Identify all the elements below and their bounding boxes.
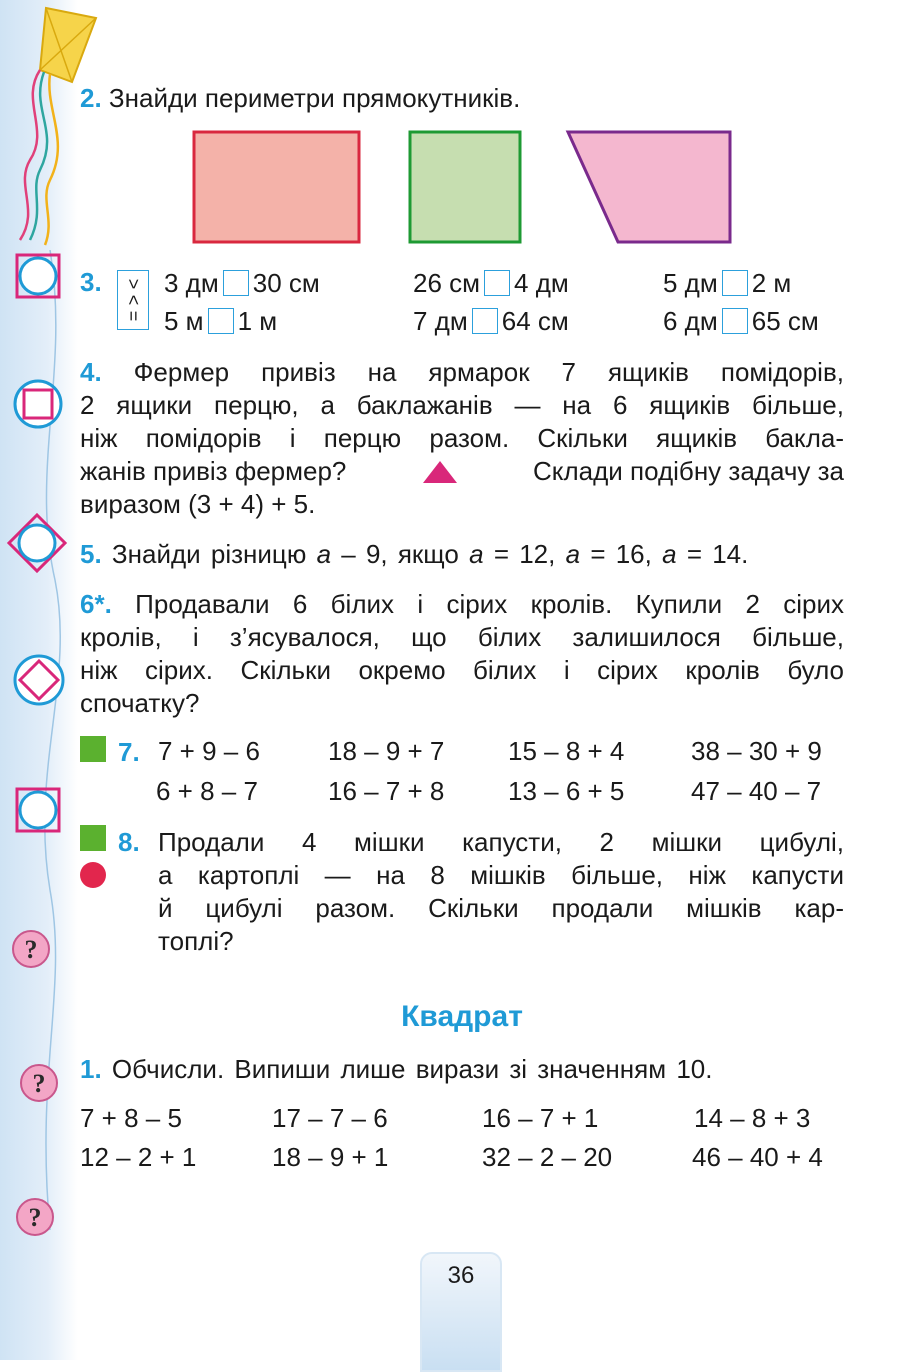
variable: а — [469, 539, 484, 569]
green-square-icon — [80, 736, 106, 762]
task-line: кролів, і з’ясувалося, що білих залишилося більше, — [80, 622, 844, 652]
square-in-circle-icon — [12, 378, 64, 430]
red-circle-icon — [80, 862, 106, 888]
comparison-row — [164, 264, 320, 302]
comparison-row — [164, 302, 320, 340]
answer-box[interactable] — [722, 308, 748, 334]
expression: 17 – 7 – 6 — [272, 1103, 388, 1133]
shapes-figure — [186, 124, 746, 248]
comparison-right: 1 м — [237, 305, 278, 336]
expression: 14 – 8 + 3 — [694, 1103, 811, 1133]
task-line: а картоплі — на 8 мішків більше, ніж капусти — [158, 860, 844, 890]
task-6 — [80, 588, 844, 720]
svg-text:?: ? — [24, 935, 38, 964]
greater-sign: > — [122, 278, 143, 290]
task-number: 6*. — [80, 589, 112, 619]
task-text: Знайди різницю — [111, 539, 307, 569]
task-line: 2 ящики перцю, а баклажанів — на 6 ящиків більше, — [80, 390, 844, 420]
green-square-icon — [80, 825, 106, 851]
comparison-row — [413, 264, 569, 302]
expression: 32 – 2 – 20 — [482, 1142, 613, 1172]
expression: 7 + 9 – 6 — [158, 736, 260, 766]
variable: а — [662, 539, 677, 569]
expression: 16 – 7 + 8 — [328, 776, 445, 806]
circle-in-square-icon — [14, 786, 62, 834]
comparison-column — [413, 264, 569, 340]
expression: 18 – 9 + 1 — [272, 1142, 389, 1172]
less-sign: < — [122, 294, 143, 306]
comparison-row — [663, 264, 819, 302]
task-text: = 16, — [590, 539, 652, 569]
question-icon — [14, 1196, 56, 1238]
answer-box[interactable] — [472, 308, 498, 334]
task-number: 1. — [80, 1054, 102, 1084]
task-5 — [80, 538, 748, 571]
task-8 — [158, 826, 844, 958]
task-text: Обчисли. Випиши лише вирази зі значенням 10. — [111, 1054, 713, 1084]
task-line: Продали 4 мішки капусти, 2 мішки цибулі, — [158, 827, 844, 857]
comparison-right: 4 дм — [514, 267, 569, 298]
comparison-right: 65 см — [751, 305, 819, 336]
answer-box[interactable] — [223, 270, 249, 296]
task-text: Фермер привіз на ярмарок 7 ящиків помідорів, — [133, 357, 844, 387]
comparison-column — [164, 264, 320, 340]
svg-text:?: ? — [32, 1069, 46, 1098]
comparison-right: 2 м — [751, 267, 792, 298]
variable: а — [316, 539, 332, 569]
answer-box[interactable] — [722, 270, 748, 296]
comparison-right: 64 см — [501, 305, 569, 336]
question-icon — [18, 1062, 60, 1104]
expression: 13 – 6 + 5 — [508, 776, 625, 806]
task-number: 3. — [80, 267, 102, 297]
task-line: й цибулі разом. Скільки продали мішків кар- — [158, 893, 844, 923]
task-line: топлі? — [158, 926, 234, 956]
task-text: = 14. — [686, 539, 749, 569]
task-2 — [80, 82, 520, 115]
comparison-signs-box — [117, 270, 149, 330]
equal-sign: = — [122, 310, 143, 322]
expression: 18 – 9 + 7 — [328, 736, 445, 766]
task-line — [80, 356, 844, 389]
task-line — [80, 455, 844, 488]
kite-icon — [0, 0, 110, 260]
comparison-left: 6 дм — [663, 305, 718, 336]
task-line: виразом (3 + 4) + 5. — [80, 489, 316, 519]
task-text: жанів привіз фермер? — [80, 456, 347, 486]
page-number: 36 — [447, 1262, 475, 1289]
task-1 — [80, 1053, 712, 1086]
answer-box[interactable] — [208, 308, 234, 334]
red-rectangle — [194, 132, 359, 242]
task-text: Продавали 6 білих і сірих кролів. Купили 2 сірих — [135, 589, 845, 619]
expression: 7 + 8 – 5 — [80, 1103, 182, 1133]
question-icon — [10, 928, 52, 970]
task-number: 7. — [118, 737, 140, 767]
expression: 6 + 8 – 7 — [156, 776, 258, 806]
green-square — [410, 132, 520, 242]
task-line: ніж помідорів і перцю разом. Скільки ящиків бакла- — [80, 423, 844, 453]
comparison-right: 30 см — [252, 267, 320, 298]
comparison-row — [413, 302, 569, 340]
task-text: = 12, — [493, 539, 556, 569]
comparison-left: 3 дм — [164, 267, 219, 298]
task-text: Склади подібну задачу за — [533, 456, 844, 486]
expression: 12 – 2 + 1 — [80, 1142, 197, 1172]
variable: а — [565, 539, 581, 569]
circle-in-diamond-icon — [6, 512, 68, 574]
task-number: 5. — [80, 539, 102, 569]
task-line — [80, 588, 844, 621]
comparison-left: 26 см — [413, 267, 481, 298]
expression: 47 – 40 – 7 — [691, 776, 822, 806]
expression: 15 – 8 + 4 — [508, 736, 625, 766]
task-number: 8. — [118, 827, 140, 857]
comparison-left: 5 дм — [663, 267, 718, 298]
task-text: – 9, якщо — [341, 539, 459, 569]
task-text: Знайди периметри прямокутників. — [108, 83, 521, 113]
comparison-row — [663, 302, 819, 340]
task-line: ніж сірих. Скільки окремо білих і сірих кролів було — [80, 655, 844, 685]
diamond-in-circle-icon — [12, 653, 66, 707]
task-number: 4. — [80, 357, 102, 387]
pink-trapezoid — [568, 132, 730, 242]
circle-in-square-icon — [14, 252, 62, 300]
expression: 38 – 30 + 9 — [691, 736, 822, 766]
comparison-column — [663, 264, 819, 340]
comparison-left: 5 м — [164, 305, 204, 336]
comparison-left: 7 дм — [413, 305, 468, 336]
task-3 — [80, 266, 102, 299]
triangle-icon — [421, 459, 459, 485]
answer-box[interactable] — [484, 270, 510, 296]
expression: 46 – 40 + 4 — [692, 1142, 823, 1172]
expression: 16 – 7 + 1 — [482, 1103, 599, 1133]
task-number: 2. — [80, 83, 102, 113]
task-line: спочатку? — [80, 688, 200, 718]
section-title: Квадрат — [401, 1000, 523, 1033]
svg-text:?: ? — [28, 1203, 42, 1232]
task-4 — [80, 356, 844, 521]
